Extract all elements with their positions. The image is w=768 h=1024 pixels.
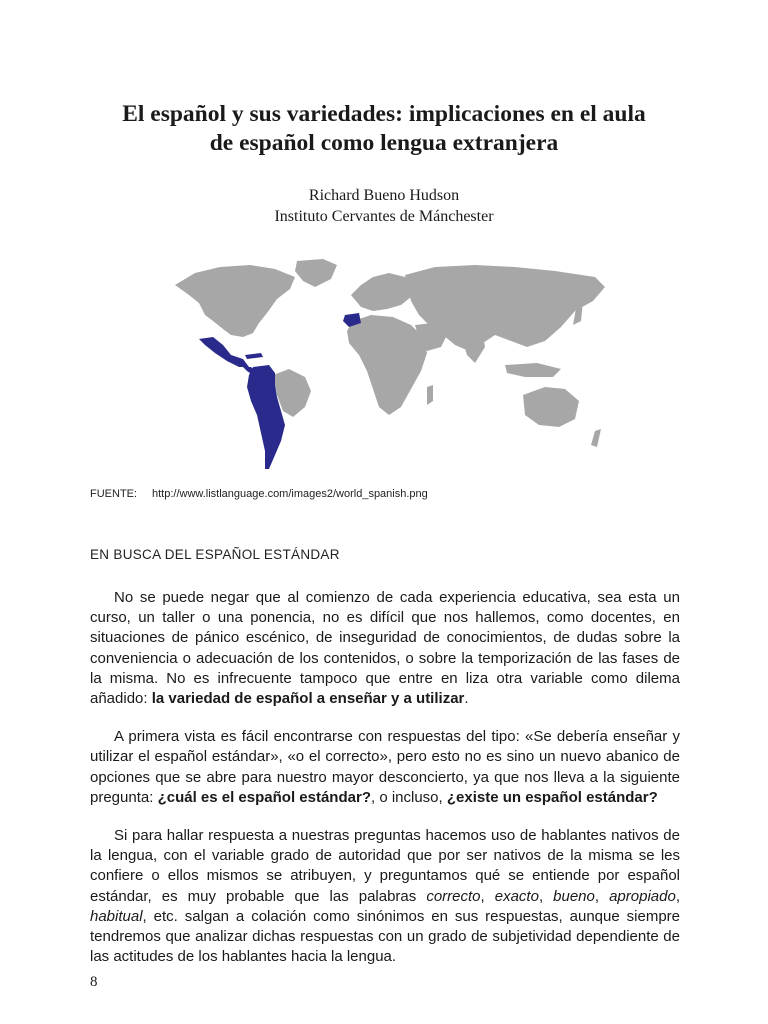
source-url[interactable]: http://www.listlanguage.com/images2/world_spanish.png bbox=[152, 488, 428, 500]
australia-shape bbox=[523, 387, 579, 427]
author-name: Richard Bueno Hudson bbox=[308, 187, 460, 204]
world-map-figure bbox=[165, 255, 615, 475]
p3-text: Si para hallar respuesta a nuestras preguntas hacemos uso de hablantes nativos de la lengua, con el variable grado de autoridad que por ser nativos de la misma se les confiere o ellos mismos se atribuyen, y preguntamos qué se entiende por español estándar, es muy probable que las palabras bbox=[90, 827, 680, 905]
page-number: 8 bbox=[90, 974, 98, 990]
p3-italic-habitual: habitual bbox=[90, 907, 143, 925]
p3-italic-exacto: exacto bbox=[494, 887, 539, 905]
indonesia-shape bbox=[505, 363, 561, 377]
p3-italic-bueno: bueno bbox=[553, 887, 595, 905]
section-heading: EN BUSCA DEL ESPAÑOL ESTÁNDAR bbox=[90, 547, 340, 562]
author-affiliation: Instituto Cervantes de Mánchester bbox=[274, 208, 494, 225]
author-block bbox=[60, 185, 708, 227]
europe-shape bbox=[351, 273, 415, 311]
p1-bold: la variedad de español a enseñar y a utilizar bbox=[151, 690, 465, 708]
p2-bold-question-2: ¿existe un español estándar? bbox=[446, 788, 658, 806]
p3-italic-correcto: correcto bbox=[426, 887, 481, 905]
p3-sep-3: , bbox=[594, 887, 610, 905]
world-map bbox=[165, 255, 615, 475]
p1-text: No se puede negar que al comienzo de cada experiencia educativa, sea esta un curso, un taller o una ponencia, no es difícil que nos hallemos, como docentes, en situaciones de pánico escénico, de inseguridad de conocimientos, de dudas sobre la conveniencia o adecuación de los contenidos, o sobre la temporización de las fases de la misma. No es infrecuente tampoco que entre en liza otra variable como dilema añadido: bbox=[90, 589, 680, 708]
p3-end: , etc. salgan a colación como sinónimos en sus respuestas, aunque siempre tendremos que analizar dichas respuestas con un grado de subjetividad dependiente de las actitudes de los hablantes hacia la lengua. bbox=[90, 907, 680, 966]
article-title bbox=[60, 100, 708, 158]
paragraph-2 bbox=[90, 727, 680, 808]
new-zealand-shape bbox=[591, 429, 601, 447]
mexico-shape bbox=[199, 337, 249, 367]
p2-mid: , o incluso, bbox=[370, 788, 447, 806]
paragraph-1 bbox=[90, 588, 680, 709]
paragraph-3 bbox=[90, 826, 680, 967]
p3-sep-2: , bbox=[538, 887, 554, 905]
p2-text: A primera vista es fácil encontrarse con respuestas del tipo: «Se debería enseñar y utilizar el español estándar», «o el correcto», pero esto no es sino un nuevo abanico de opciones que se abre para nuestro mayor desconcierto, ya que nos lleva a la siguiente pregunta: bbox=[90, 728, 680, 806]
p2-bold-question-1: ¿cuál es el español estándar? bbox=[157, 788, 371, 806]
source-label: FUENTE: bbox=[90, 488, 138, 500]
cuba-shape bbox=[245, 353, 263, 359]
greenland-shape bbox=[295, 259, 337, 287]
p3-sep-4: , bbox=[675, 887, 680, 905]
body-text bbox=[90, 588, 680, 985]
p3-sep-1: , bbox=[480, 887, 495, 905]
madagascar-shape bbox=[427, 385, 433, 405]
africa-shape bbox=[347, 315, 427, 415]
figure-source bbox=[90, 487, 690, 501]
title-line-2: de español como lengua extranjera bbox=[209, 130, 559, 156]
north-america-shape bbox=[175, 265, 295, 337]
p3-italic-apropiado: apropiado bbox=[609, 887, 676, 905]
p1-end: . bbox=[464, 690, 469, 708]
title-line-1: El español y sus variedades: implicaciones en el aula bbox=[122, 101, 646, 127]
